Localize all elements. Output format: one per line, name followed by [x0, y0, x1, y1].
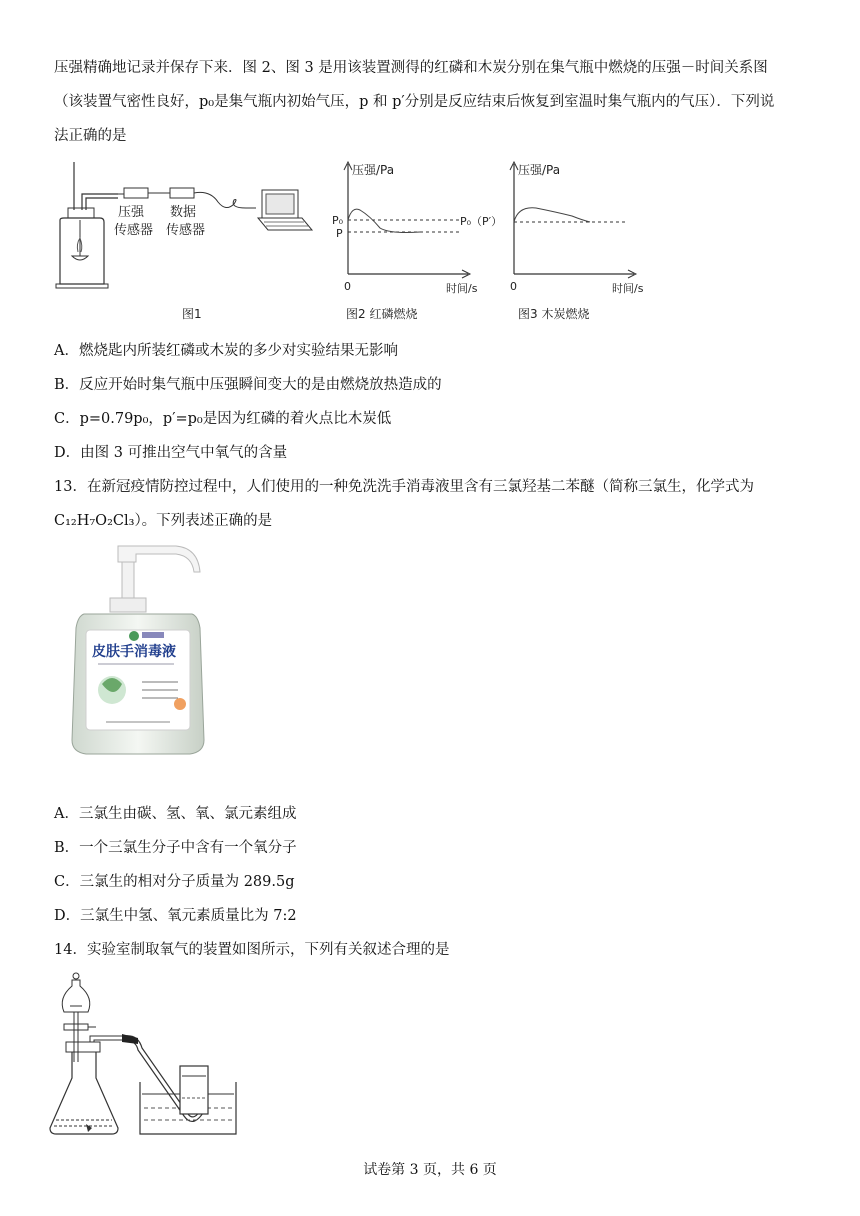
q13-option-c: C．三氯生的相对分子质量为 289.5g — [54, 874, 295, 890]
q12-option-b: B．反应开始时集气瓶中压强瞬间变大的是由燃烧放热造成的 — [54, 377, 442, 393]
q13-stem-suffix: ）。下列表述正确的是 — [134, 513, 273, 529]
page-footer: 试卷第 3 页，共 6 页 — [363, 1162, 497, 1178]
data-sensor-label-2: 传感器 — [166, 223, 206, 238]
figure-2-caption: 图2 红磷燃烧 — [346, 307, 418, 321]
figure-2-origin: 0 — [344, 280, 351, 293]
intro-line-1: 压强精确地记录并保存下来．图 2、图 3 是用该装置测得的红磷和木炭分别在集气瓶中燃烧的压强－时间关系图 — [54, 60, 768, 76]
q12-option-c: C．p=0.79p₀，p′=p₀是因为红磷的着火点比木炭低 — [54, 411, 392, 427]
q12-option-a: A．燃烧匙内所装红磷或木炭的多少对实验结果无影响 — [54, 343, 398, 359]
figure-3-p0-label: P₀（P′） — [460, 215, 503, 228]
figure-2-p-label: P — [336, 227, 343, 240]
figure-2-chart — [330, 158, 490, 328]
data-sensor-label-1: 数据 — [170, 205, 197, 220]
figure-1-caption: 图1 — [182, 307, 202, 321]
figure-1-apparatus — [50, 160, 340, 330]
figure-3-xlabel: 时间/s — [612, 282, 644, 295]
figure-2-p0-label: P₀ — [332, 214, 344, 227]
intro-line-2: （该装置气密性良好，p₀是集气瓶内初始气压，p 和 p′分别是反应结束后恢复到室温时集气瓶内的气压）．下列说 — [54, 94, 775, 110]
pressure-sensor-label-1: 压强 — [118, 205, 145, 220]
bottle-label-text: 皮肤手消毒液 — [92, 644, 176, 660]
figure-3-ylabel: 压强/Pa — [518, 163, 561, 177]
figure-3-chart — [460, 158, 656, 328]
q13-stem-line-2 — [54, 511, 272, 531]
figure-2-xlabel: 时间/s — [446, 282, 478, 295]
pressure-sensor-label-2: 传感器 — [114, 223, 154, 238]
intro-line-3: 法正确的是 — [54, 128, 127, 144]
q13-option-d: D．三氯生中氢、氧元素质量比为 7:2 — [54, 908, 297, 924]
q14-stem: 14．实验室制取氧气的装置如图所示，下列有关叙述合理的是 — [54, 942, 450, 958]
figure-3-caption: 图3 木炭燃烧 — [518, 307, 590, 321]
q13-option-a: A．三氯生由碳、氢、氧、氯元素组成 — [54, 806, 297, 822]
figure-2-ylabel: 压强/Pa — [352, 163, 395, 177]
q12-option-d: D．由图 3 可推出空气中氧气的含量 — [54, 445, 288, 461]
oxygen-apparatus-figure — [46, 968, 246, 1140]
q13-stem-line-1: 13．在新冠疫情防控过程中，人们使用的一种免洗洗手消毒液里含有三氯羟基二苯醚（简称三氯生，化学式为 — [54, 479, 754, 495]
sanitizer-bottle-image — [66, 544, 216, 758]
q13-formula: C₁₂H₇O₂Cl₃ — [54, 513, 135, 529]
figure-3-origin: 0 — [510, 280, 517, 293]
q13-option-b: B．一个三氯生分子中含有一个氧分子 — [54, 840, 297, 856]
